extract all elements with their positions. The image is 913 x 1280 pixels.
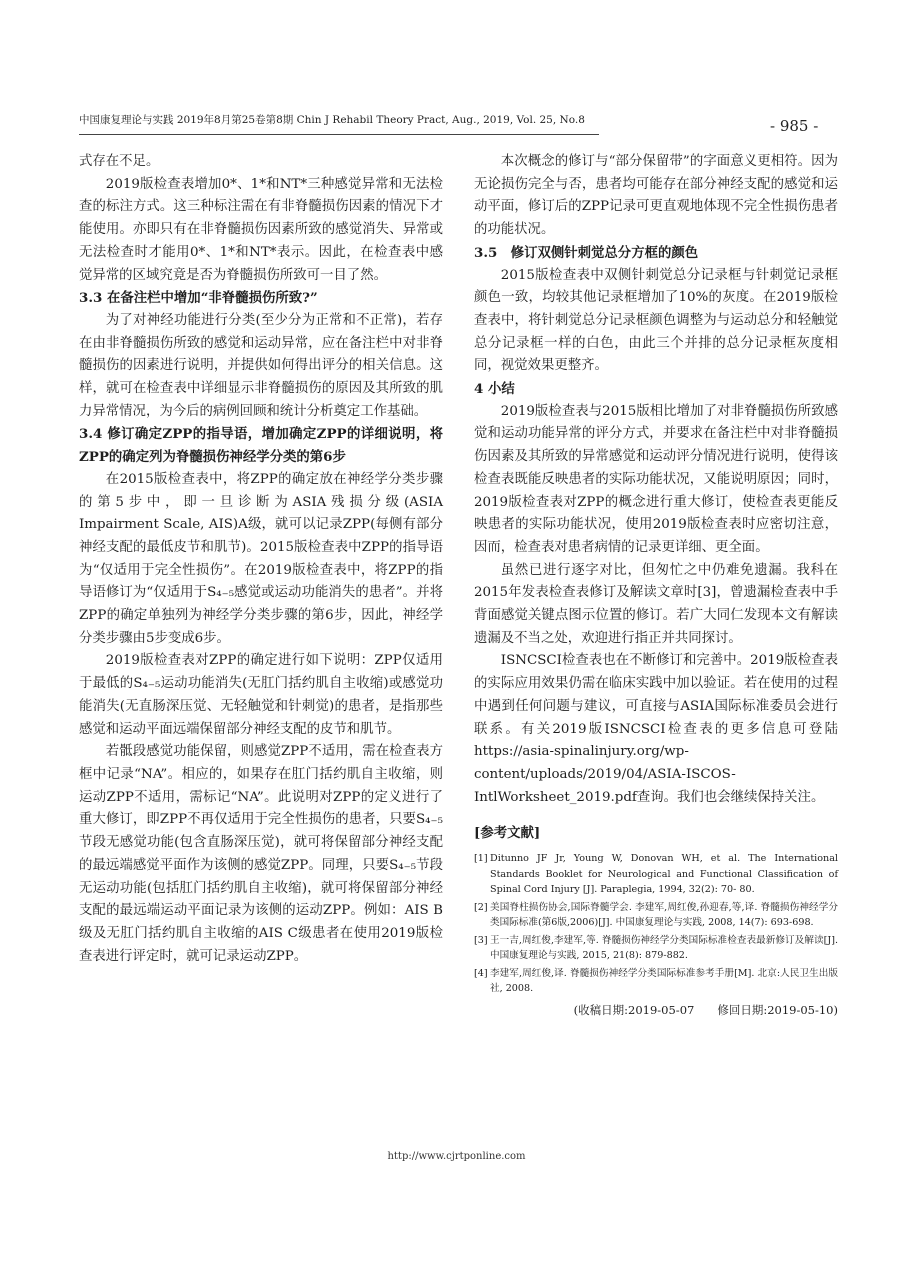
reference-text: 王一吉,周红俊,李建军,等. 脊髓损伤神经学分类国际标准检查表最新修订及解读[J]. 中国康复理论与实践, 2015, 21(8): 879-882.	[490, 934, 838, 962]
paragraph: 虽然已进行逐字对比，但匆忙之中仍难免遗漏。我科在2015年发表检查表修订及解读文章时[3]，曾遗漏检查表中手背面感觉关键点图示位置的修订。若广大同仁发现本文有解读遗漏及不当之处，欢迎进行指正并共同探讨。	[474, 562, 838, 646]
reference-item	[474, 900, 838, 931]
page-number: - 985 -	[770, 117, 819, 135]
reference-text: 美国脊柱损伤协会,国际脊髓学会. 李建军,周红俊,孙迎春,等,译. 脊髓损伤神经学分类国际标准(第6版,2006)[J]. 中国康复理论与实践, 2008, 14(7): 693-698.	[490, 901, 838, 929]
section-heading: 3.4 修订确定ZPP的指导语，增加确定ZPP的详细说明，将ZPP的确定列为脊髓损伤神经学分类的第6步	[79, 426, 443, 466]
paragraph: 2015版检查表中双侧针刺觉总分记录框与针刺觉记录框颜色一致，均较其他记录框增加了10%的灰度。在2019版检查表中，将针刺觉总分记录框颜色调整为与运动总分和轻触觉总分记录框一样的白色，由此三个并排的总分记录框灰度相同，视觉效果更整齐。	[474, 267, 838, 374]
reference-text: Ditunno JF Jr, Young W, Donovan WH, et al. The International Standards Booklet for Neurological and Functional Classification of Spinal Cord Injury [J]. Paraplegia, 1994, 32(2): 70- 80.	[490, 853, 838, 896]
paragraph: 若骶段感觉功能保留，则感觉ZPP不适用，需在检查表方框中记录“NA”。相应的，如果存在肛门括约肌自主收缩，则运动ZPP不适用，需标记“NA”。此说明对ZPP的定义进行了重大修订，即ZPP不再仅适用于完全性损伤的患者，只要S₄₋₅节段无感觉功能(包含直肠深压觉)，就可将保留部分神经支配的最远端感觉平面作为该侧的感觉ZPP。同理，只要S₄₋₅节段无运动功能(包括肛门括约肌自主收缩)，就可将保留部分神经支配的最远端运动平面记录为该侧的运动ZPP。例如：AIS B级及无肛门括约肌自主收缩的AIS C级患者在使用2019版检查表进行评定时，就可记录运动ZPP。	[79, 744, 443, 964]
right-column	[474, 151, 838, 1022]
reference-item	[474, 966, 838, 997]
paragraph: 本次概念的修订与“部分保留带”的字面意义更相符。因为无论损伤完全与否，患者均可能存在部分神经支配的感觉和运动平面，修订后的ZPP记录可更直观地体现不完全性损伤患者的功能状况。	[474, 154, 838, 238]
paragraph: 在2015版检查表中，将ZPP的确定放在神经学分类步骤的第5步中，即一旦诊断为ASIA残损分级(ASIA Impairment Scale, AIS)A级，就可以记录ZPP(每侧有部分神经支配的最低皮节和肌节)。2015版检查表中ZPP的指导语为“仅适用于完全性损伤”。在2019版检查表中，将ZPP的指导语修订为“仅适用于S₄₋₅感觉或运动功能消失的患者”。并将ZPP的确定单独列为神经学分类步骤的第6步，因此，神经学分类步骤由5步变成6步。	[79, 471, 443, 646]
paragraph: 2019版检查表对ZPP的确定进行如下说明：ZPP仅适用于最低的S₄₋₅运动功能消失(无肛门括约肌自主收缩)或感觉功能消失(无直肠深压觉、无轻触觉和针刺觉)的患者，是指那些感觉和运动平面远端保留部分神经支配的皮节和肌节。	[79, 653, 443, 737]
reference-item	[474, 851, 838, 898]
section-heading: 3.3 在备注栏中增加“非脊髓损伤所致?”	[79, 290, 318, 307]
reference-number: [3]	[474, 934, 488, 946]
paragraph: 式存在不足。	[79, 154, 160, 169]
received-dates: (收稿日期:2019-05-07 修回日期:2019-05-10)	[573, 1002, 838, 1017]
header-rule	[79, 134, 599, 135]
paragraph: 2019版检查表增加0*、1*和NT*三种感觉异常和无法检查的标注方式。这三种标注需在有非脊髓损伤因素的情况下才能使用。亦即只有在非脊髓损伤因素所致的感觉消失、异常或无法检查时才能用0*、1*和NT*表示。因此，在检查表中感觉异常的区域究竟是否为脊髓损伤所致可一目了然。	[79, 176, 443, 283]
reference-number: [4]	[474, 967, 488, 979]
references-list	[474, 851, 838, 997]
section-heading: 4 小结	[474, 381, 515, 398]
footer-url: http://www.cjrtponline.com	[387, 1151, 526, 1162]
reference-text: 李建军,周红俊,译. 脊髓损伤神经学分类国际标准参考手册[M]. 北京:人民卫生出版社, 2008.	[490, 967, 838, 995]
paragraph: 为了对神经功能进行分类(至少分为正常和不正常)，若存在由非脊髓损伤所致的感觉和运动异常，应在备注栏中对非脊髓损伤的因素进行说明，并提供如何得出评分的相关信息。这样，就可在检查表中详细显示非脊髓损伤的原因及其所致的肌力异常情况，为今后的病例回顾和统计分析奠定工作基础。	[79, 312, 443, 419]
reference-item	[474, 933, 838, 964]
running-header: 中国康复理论与实践 2019年8月第25卷第8期 Chin J Rehabil Theory Pract, Aug., 2019, Vol. 25, No.8	[79, 114, 585, 126]
left-column	[79, 151, 443, 968]
paragraph: ISNCSCI检查表也在不断修订和完善中。2019版检查表的实际应用效果仍需在临床实践中加以验证。若在使用的过程中遇到任何问题与建议，可直接与ASIA国际标准委员会进行联系。有关2019版ISNCSCI检查表的更多信息可登陆https://asia-spinalinjury.org/wp-content/uploads/2019/04/ASIA-ISCOS-IntlWorksheet_2019.pdf查询。我们也会继续保持关注。	[474, 653, 838, 805]
reference-number: [1]	[474, 853, 488, 865]
paragraph: 2019版检查表与2015版相比增加了对非脊髓损伤所致感觉和运动功能异常的评分方式，并要求在备注栏中对非脊髓损伤因素及其所致的异常感觉和运动评分情况进行说明，使得该检查表既能反映患者的实际功能状况，又能说明原因；同时，2019版检查表对ZPP的概念进行重大修订，使检查表更能反映患者的实际功能状况，使用2019版检查表时应密切注意，因而，检查表对患者病情的记录更详细、更全面。	[474, 403, 838, 555]
references-title: [参考文献]	[474, 825, 541, 842]
reference-number: [2]	[474, 901, 488, 913]
section-heading: 3.5 修订双侧针刺觉总分方框的颜色	[474, 244, 699, 261]
